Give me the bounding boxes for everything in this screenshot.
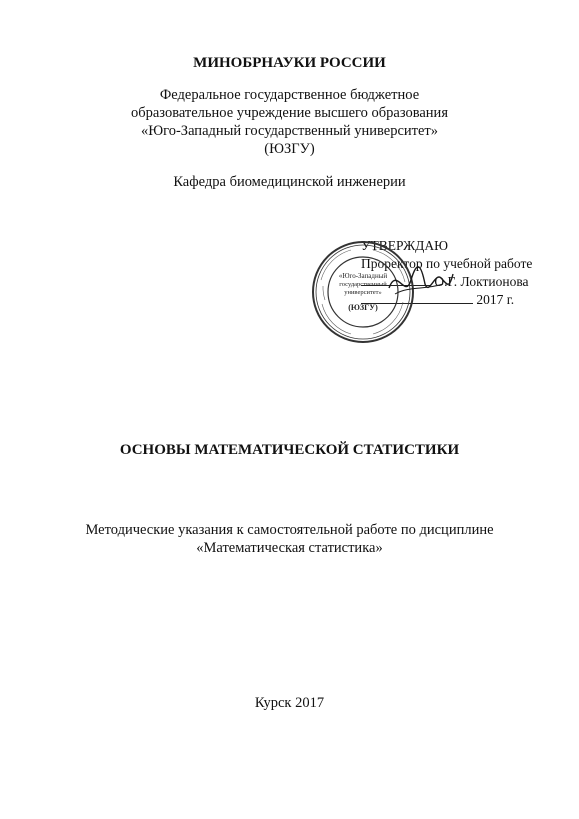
institution-line: Федеральное государственное бюджетное	[159, 87, 420, 103]
handwritten-signature	[385, 256, 455, 306]
department-name: Кафедра биомедицинской инженерии	[173, 174, 406, 190]
approval-heading: УТВЕРЖДАЮ	[361, 238, 449, 253]
ministry-heading: МИНОБРНАУКИ РОССИИ	[193, 55, 386, 71]
city-year: Курск 2017	[254, 695, 325, 711]
document-title: ОСНОВЫ МАТЕМАТИЧЕСКОЙ СТАТИСТИКИ	[119, 442, 460, 458]
stamp-text: университет»	[344, 289, 382, 296]
subtitle-line: «Математическая статистика»	[196, 540, 383, 556]
stamp-abbreviation: (ЮЗГУ)	[348, 303, 378, 312]
institution-line: «Юго-Западный государственный университет»	[140, 123, 439, 139]
approval-name: О.Г. Локтионова	[434, 274, 529, 289]
approval-position: Проректор по учебной работе	[361, 256, 533, 271]
subtitle-line: Методические указания к самостоятельной работе по дисциплине	[85, 522, 494, 538]
institution-abbreviation: (ЮЗГУ)	[264, 141, 315, 157]
institution-line: образовательное учреждение высшего образования	[130, 105, 448, 121]
institution-block	[0, 86, 579, 158]
stamp-text: государственный	[339, 281, 387, 288]
approval-year: 2017 г.	[476, 292, 515, 307]
document-subtitle	[0, 521, 579, 557]
stamp-text: «Юго-Западный	[338, 272, 388, 280]
